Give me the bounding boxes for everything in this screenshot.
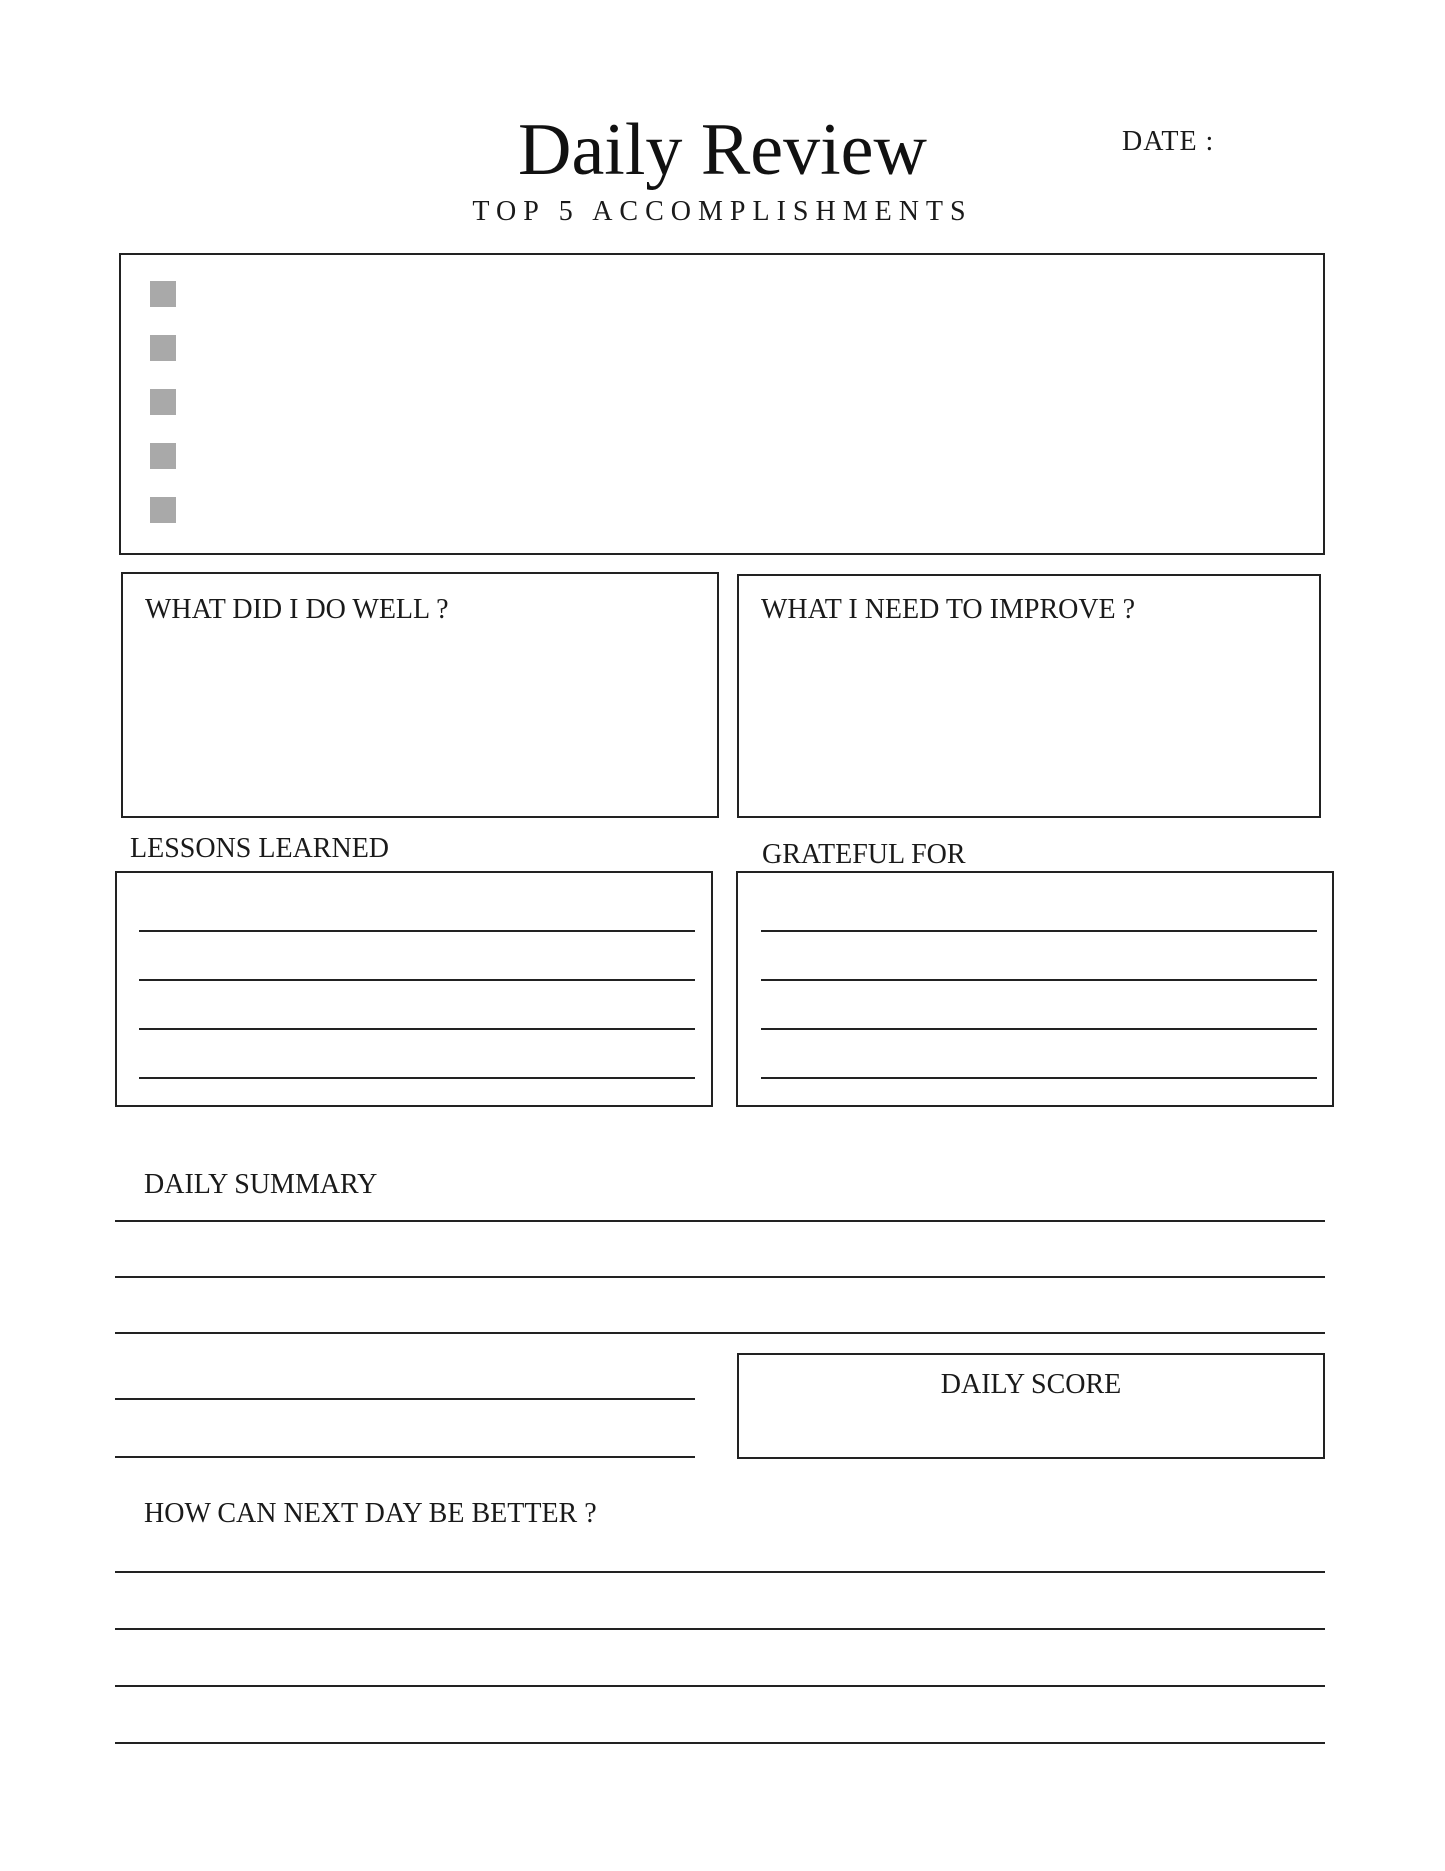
next-day-label: HOW CAN NEXT DAY BE BETTER ? bbox=[144, 1498, 597, 1529]
score-box[interactable] bbox=[737, 1353, 1325, 1459]
summary-line-3[interactable] bbox=[115, 1332, 1325, 1334]
summary-line-2[interactable] bbox=[115, 1276, 1325, 1278]
accomplishments-box bbox=[119, 253, 1325, 555]
lessons-line-4[interactable] bbox=[139, 1077, 695, 1079]
did-well-label: WHAT DID I DO WELL ? bbox=[145, 594, 449, 625]
improve-label: WHAT I NEED TO IMPROVE ? bbox=[761, 594, 1136, 625]
page-title: Daily Review bbox=[518, 109, 927, 191]
grateful-line-1[interactable] bbox=[761, 930, 1317, 932]
next-day-line-2[interactable] bbox=[115, 1628, 1325, 1630]
accomplishment-checkbox-2[interactable] bbox=[150, 335, 176, 361]
accomplishment-checkbox-4[interactable] bbox=[150, 443, 176, 469]
accomplishment-checkbox-1[interactable] bbox=[150, 281, 176, 307]
grateful-line-2[interactable] bbox=[761, 979, 1317, 981]
accomplishments-heading: TOP 5 ACCOMPLISHMENTS bbox=[472, 196, 973, 227]
date-label: DATE : bbox=[1122, 126, 1215, 157]
lessons-line-3[interactable] bbox=[139, 1028, 695, 1030]
summary-label: DAILY SUMMARY bbox=[144, 1169, 378, 1200]
accomplishment-checkbox-5[interactable] bbox=[150, 497, 176, 523]
next-day-line-1[interactable] bbox=[115, 1571, 1325, 1573]
next-day-line-4[interactable] bbox=[115, 1742, 1325, 1744]
accomplishment-checkbox-3[interactable] bbox=[150, 389, 176, 415]
score-label: DAILY SCORE bbox=[940, 1369, 1122, 1400]
improve-box[interactable] bbox=[737, 574, 1321, 818]
grateful-line-3[interactable] bbox=[761, 1028, 1317, 1030]
lessons-line-1[interactable] bbox=[139, 930, 695, 932]
summary-line-1[interactable] bbox=[115, 1220, 1325, 1222]
lessons-label: LESSONS LEARNED bbox=[130, 833, 390, 864]
next-day-line-3[interactable] bbox=[115, 1685, 1325, 1687]
summary-line-4[interactable] bbox=[115, 1398, 695, 1400]
grateful-line-4[interactable] bbox=[761, 1077, 1317, 1079]
summary-line-5[interactable] bbox=[115, 1456, 695, 1458]
lessons-box[interactable] bbox=[115, 871, 713, 1107]
grateful-label: GRATEFUL FOR bbox=[762, 839, 966, 870]
did-well-box[interactable] bbox=[121, 572, 719, 818]
lessons-line-2[interactable] bbox=[139, 979, 695, 981]
grateful-box[interactable] bbox=[736, 871, 1334, 1107]
